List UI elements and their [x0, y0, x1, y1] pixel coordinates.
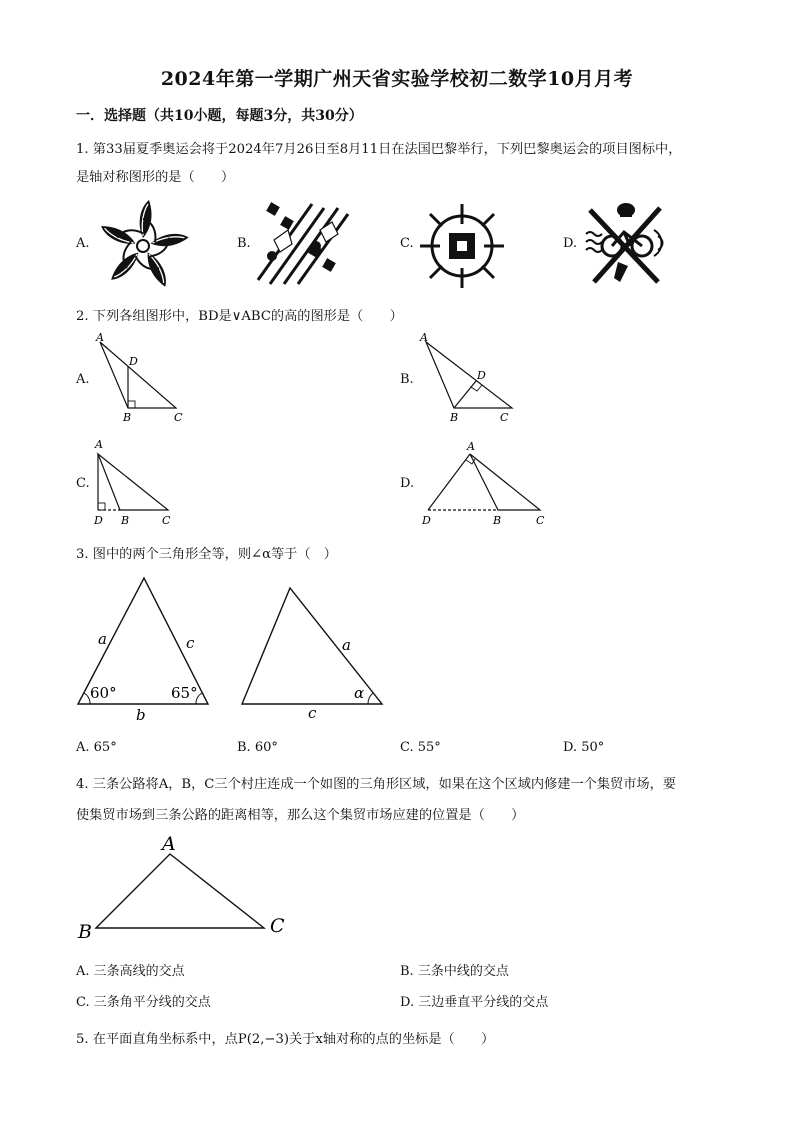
question-4-line-2: 使集贸市场到三条公路的距离相等，那么这个集贸市场应建的位置是（ ）: [76, 808, 525, 823]
point-label: C: [500, 411, 509, 424]
point-label: D: [477, 369, 486, 382]
point-label: D: [129, 355, 138, 368]
point-label: C: [536, 514, 545, 527]
q4-option-a: A. 三条高线的交点: [76, 964, 185, 979]
q2-option-c-label: C.: [76, 476, 90, 491]
point-label: A: [95, 438, 103, 451]
q2-option-a-label: A.: [76, 372, 90, 387]
badminton-icon: [254, 200, 350, 288]
side-label: a: [98, 630, 107, 648]
q2-figure-b: [414, 330, 524, 430]
question-5-stem: 5. 在平面直角坐标系中，点P(2,−3)关于x轴对称的点的坐标是（ ）: [76, 1032, 495, 1047]
q3-triangle-left: [76, 574, 216, 724]
side-label: c: [186, 634, 195, 652]
point-label: B: [123, 411, 132, 424]
point-label: B: [493, 514, 502, 527]
question-1-line-2: 是轴对称图形的是（ ）: [76, 170, 235, 185]
target-icon: [420, 204, 504, 288]
q3-option-c: C. 55°: [400, 740, 441, 755]
point-label: B: [121, 514, 130, 527]
side-label: a: [342, 636, 351, 654]
side-label: b: [136, 706, 146, 724]
section-heading: 一．选择题（共10小题，每题3分，共30分）: [76, 108, 363, 124]
q2-option-b-label: B.: [400, 372, 414, 387]
point-label: C: [174, 411, 183, 424]
q4-option-c: C. 三条角平分线的交点: [76, 995, 211, 1010]
q2-option-d-label: D.: [400, 476, 415, 491]
point-label: A: [96, 331, 104, 344]
side-label: c: [308, 704, 317, 722]
page-title: 2024年第一学期广州天省实验学校初二数学10月月考: [160, 68, 634, 90]
q2-figure-a: [90, 330, 190, 430]
q3-option-b: B. 60°: [237, 740, 278, 755]
q3-option-d: D. 50°: [563, 740, 605, 755]
point-label: C: [162, 514, 171, 527]
point-label: B: [450, 411, 459, 424]
q3-triangle-right: [240, 584, 390, 724]
point-label: C: [270, 915, 285, 937]
angle-label: 65°: [171, 684, 198, 702]
cycling-icon: [584, 200, 668, 288]
question-2-stem: 2. 下列各组图形中，BD是∨ABC的高的图形是（ ）: [76, 309, 403, 324]
point-label: A: [467, 440, 475, 453]
q4-triangle: [76, 834, 296, 944]
q1-option-c-label: C.: [400, 236, 414, 251]
question-1-line-1: 1. 第33届夏季奥运会将于2024年7月26日至8月11日在法国巴黎举行，下列巴黎奥运会的项目图标中，: [76, 142, 682, 157]
question-4-line-1: 4. 三条公路将A，B，C三个村庄连成一个如图的三角形区域，如果在这个区域内修建一个集贸市场，要: [76, 777, 676, 792]
pinwheel-icon: [93, 196, 193, 296]
q4-option-b: B. 三条中线的交点: [400, 964, 509, 979]
q1-option-b-label: B.: [237, 236, 251, 251]
point-label: A: [420, 331, 428, 344]
q2-figure-d: [414, 434, 554, 534]
point-label: D: [422, 514, 431, 527]
q3-option-a: A. 65°: [76, 740, 117, 755]
q1-option-a-label: A.: [76, 236, 90, 251]
point-label: D: [94, 514, 103, 527]
angle-label: α: [354, 684, 365, 702]
q1-option-d-label: D.: [563, 236, 578, 251]
point-label: A: [162, 833, 176, 855]
angle-label: 60°: [90, 684, 117, 702]
point-label: B: [78, 921, 92, 943]
q4-option-d: D. 三边垂直平分线的交点: [400, 995, 549, 1010]
q2-figure-c: [90, 434, 190, 534]
question-3-stem: 3. 图中的两个三角形全等，则∠α等于（ ）: [76, 547, 337, 562]
